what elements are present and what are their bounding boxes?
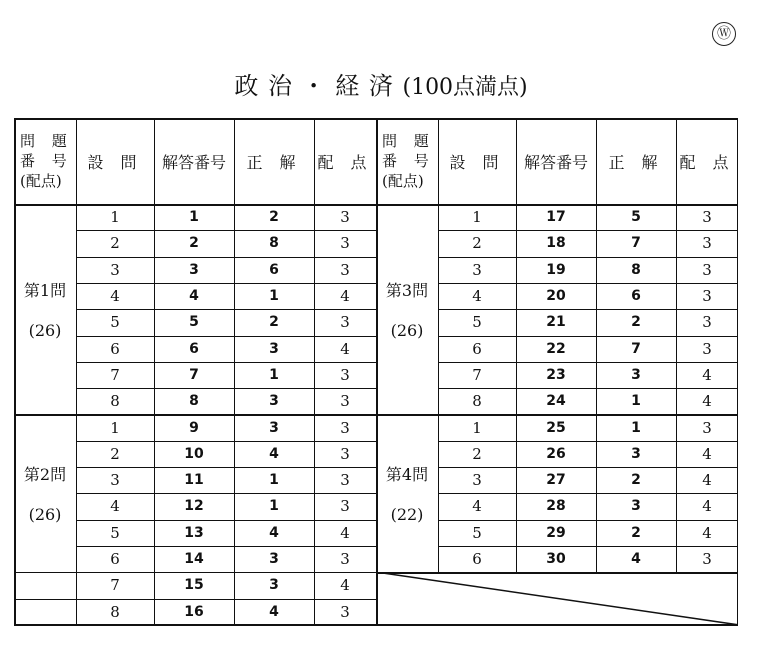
row-divider: [438, 362, 738, 363]
points-cell: 3: [340, 444, 350, 463]
row-divider: [76, 546, 376, 547]
answer-number-cell: 21: [546, 314, 566, 331]
title-main: 政 治 ・ 経 済: [234, 72, 394, 100]
correct-answer-cell: 3: [631, 498, 641, 515]
correct-answer-cell: 1: [631, 393, 641, 410]
row-divider: [76, 283, 376, 284]
points-cell: 3: [340, 602, 350, 621]
answer-number-cell: 23: [546, 366, 566, 383]
setsumon-cell: 1: [110, 418, 120, 437]
section-points: (26): [28, 321, 62, 341]
correct-answer-cell: 3: [269, 419, 279, 436]
answer-number-cell: 22: [546, 340, 566, 357]
row-divider: [76, 257, 376, 258]
answer-number-cell: 5: [189, 314, 199, 331]
setsumon-cell: 2: [472, 234, 482, 253]
answer-number-cell: 4: [189, 288, 199, 305]
correct-answer-cell: 3: [631, 445, 641, 462]
answer-number-cell: 27: [546, 472, 566, 489]
setsumon-cell: 7: [472, 365, 482, 384]
row-divider: [438, 467, 738, 468]
answer-number-cell: 3: [189, 261, 199, 278]
answer-number-cell: 30: [546, 551, 566, 568]
setsumon-cell: 2: [110, 444, 120, 463]
answer-number-cell: 20: [546, 288, 566, 305]
column-divider: [154, 118, 155, 625]
correct-answer-cell: 6: [631, 288, 641, 305]
header-question-number: [376, 118, 438, 204]
setsumon-cell: 1: [472, 418, 482, 437]
points-cell: 3: [340, 234, 350, 253]
correct-answer-cell: 2: [631, 524, 641, 541]
setsumon-cell: 7: [110, 365, 120, 384]
correct-answer-cell: 2: [269, 314, 279, 331]
answer-number-cell: 14: [184, 551, 204, 568]
points-cell: 3: [340, 392, 350, 411]
correct-answer-cell: 3: [269, 551, 279, 568]
correct-answer-cell: 3: [269, 577, 279, 594]
points-cell: 3: [340, 550, 350, 569]
setsumon-cell: 5: [472, 313, 482, 332]
correct-answer-cell: 3: [269, 393, 279, 410]
section-points: (26): [390, 321, 424, 341]
answer-number-cell: 7: [189, 366, 199, 383]
answer-number-cell: 29: [546, 524, 566, 541]
correct-answer-cell: 1: [269, 288, 279, 305]
correct-answer-cell: 2: [269, 209, 279, 226]
setsumon-cell: 7: [110, 576, 120, 595]
correct-answer-cell: 8: [631, 261, 641, 278]
row-divider: [76, 467, 376, 468]
section-name: 第4問: [385, 465, 429, 485]
answer-number-cell: 25: [546, 419, 566, 436]
row-divider: [438, 388, 738, 389]
header-setsumon: 設 問: [87, 152, 143, 172]
setsumon-cell: 4: [472, 497, 482, 516]
header-correct-answer: 正 解: [608, 152, 664, 172]
correct-answer-cell: 2: [631, 314, 641, 331]
answer-number-cell: 19: [546, 261, 566, 278]
row-divider: [438, 493, 738, 494]
answer-number-cell: 9: [189, 419, 199, 436]
section-name: 第1問: [23, 281, 67, 301]
correct-answer-cell: 4: [631, 551, 641, 568]
page-mark: Ⓦ: [712, 22, 736, 46]
row-divider: [438, 336, 738, 337]
points-cell: 3: [340, 418, 350, 437]
section-label: [14, 414, 76, 572]
points-cell: 4: [702, 444, 712, 463]
row-divider: [76, 309, 376, 310]
points-cell: 3: [702, 339, 712, 358]
setsumon-cell: 3: [110, 471, 120, 490]
half-divider: [376, 118, 378, 625]
row-divider: [438, 257, 738, 258]
row-divider: [76, 493, 376, 494]
page-title: [0, 66, 762, 102]
answer-number-cell: 17: [546, 209, 566, 226]
setsumon-cell: 6: [110, 550, 120, 569]
points-cell: 3: [340, 313, 350, 332]
setsumon-cell: 8: [472, 392, 482, 411]
points-cell: 3: [340, 260, 350, 279]
setsumon-cell: 4: [110, 497, 120, 516]
section-label: [376, 204, 438, 414]
points-cell: 3: [702, 313, 712, 332]
setsumon-cell: 5: [110, 523, 120, 542]
points-cell: 3: [702, 418, 712, 437]
answer-number-cell: 13: [184, 524, 204, 541]
column-divider: [234, 118, 235, 625]
column-divider: [438, 118, 439, 572]
points-cell: 3: [702, 260, 712, 279]
setsumon-cell: 3: [472, 260, 482, 279]
section-points: (22): [390, 505, 424, 525]
correct-answer-cell: 7: [631, 235, 641, 252]
correct-answer-cell: 1: [269, 472, 279, 489]
header-question-line: 問 題: [20, 132, 73, 150]
row-divider: [76, 441, 376, 442]
table-border-right: [737, 118, 739, 625]
header-points: 配 点: [679, 152, 735, 172]
setsumon-cell: 4: [472, 287, 482, 306]
points-cell: 4: [340, 576, 350, 595]
header-question-line: (配点): [20, 172, 62, 190]
points-cell: 4: [340, 523, 350, 542]
correct-answer-cell: 4: [269, 445, 279, 462]
column-divider: [596, 118, 597, 572]
answer-number-cell: 12: [184, 498, 204, 515]
column-divider: [314, 118, 315, 625]
answer-number-cell: 2: [189, 235, 199, 252]
setsumon-cell: 4: [110, 287, 120, 306]
answer-number-cell: 18: [546, 235, 566, 252]
answer-number-cell: 8: [189, 393, 199, 410]
diagonal-line: [376, 572, 738, 625]
column-divider: [516, 118, 517, 572]
correct-answer-cell: 3: [631, 366, 641, 383]
points-cell: 3: [340, 208, 350, 227]
answer-number-cell: 11: [184, 472, 204, 489]
table-border-left: [14, 118, 16, 625]
header-question-line: (配点): [382, 172, 424, 190]
row-divider: [76, 388, 376, 389]
answer-number-cell: 15: [184, 577, 204, 594]
setsumon-cell: 6: [472, 339, 482, 358]
points-cell: 4: [702, 471, 712, 490]
header-question-line: 番 号: [20, 152, 73, 170]
header-question-number: [14, 118, 76, 204]
correct-answer-cell: 1: [269, 366, 279, 383]
row-divider: [76, 230, 376, 231]
points-cell: 4: [702, 497, 712, 516]
setsumon-cell: 2: [110, 234, 120, 253]
answer-number-cell: 1: [189, 209, 199, 226]
points-cell: 3: [702, 208, 712, 227]
row-divider: [438, 520, 738, 521]
row-divider: [14, 599, 376, 600]
setsumon-cell: 8: [110, 602, 120, 621]
column-divider: [676, 118, 677, 572]
correct-answer-cell: 1: [269, 498, 279, 515]
points-cell: 3: [702, 234, 712, 253]
row-divider: [76, 520, 376, 521]
correct-answer-cell: 6: [269, 261, 279, 278]
points-cell: 3: [340, 471, 350, 490]
row-divider: [14, 572, 76, 573]
points-cell: 4: [340, 287, 350, 306]
row-divider: [438, 441, 738, 442]
points-cell: 3: [702, 550, 712, 569]
row-divider: [76, 362, 376, 363]
answer-number-cell: 26: [546, 445, 566, 462]
setsumon-cell: 5: [110, 313, 120, 332]
setsumon-cell: 6: [110, 339, 120, 358]
section-name: 第3問: [385, 281, 429, 301]
points-cell: 4: [340, 339, 350, 358]
header-setsumon: 設 問: [449, 152, 505, 172]
section-name: 第2問: [23, 465, 67, 485]
answer-number-cell: 10: [184, 445, 204, 462]
setsumon-cell: 1: [472, 208, 482, 227]
row-divider: [438, 230, 738, 231]
setsumon-cell: 1: [110, 208, 120, 227]
section-divider: [14, 414, 738, 416]
correct-answer-cell: 7: [631, 340, 641, 357]
answer-number-cell: 28: [546, 498, 566, 515]
points-cell: 3: [340, 497, 350, 516]
header-question-line: 問 題: [382, 132, 435, 150]
points-cell: 3: [340, 365, 350, 384]
header-question-line: 番 号: [382, 152, 435, 170]
row-divider: [438, 283, 738, 284]
setsumon-cell: 5: [472, 523, 482, 542]
header-points: 配 点: [317, 152, 373, 172]
answer-number-cell: 16: [184, 603, 204, 620]
setsumon-cell: 8: [110, 392, 120, 411]
answer-table: [14, 118, 738, 625]
row-divider: [76, 336, 376, 337]
correct-answer-cell: 4: [269, 524, 279, 541]
correct-answer-cell: 4: [269, 603, 279, 620]
header-answer-number: 解答番号: [161, 152, 226, 172]
column-divider: [76, 118, 77, 625]
setsumon-cell: 3: [472, 471, 482, 490]
setsumon-cell: 2: [472, 444, 482, 463]
header-correct-answer: 正 解: [246, 152, 302, 172]
points-cell: 3: [702, 287, 712, 306]
row-divider: [438, 309, 738, 310]
title-subtitle: (100点満点): [402, 75, 528, 100]
points-cell: 4: [702, 392, 712, 411]
correct-answer-cell: 8: [269, 235, 279, 252]
section-points: (26): [28, 505, 62, 525]
header-answer-number: 解答番号: [523, 152, 588, 172]
section-label: [376, 414, 438, 572]
setsumon-cell: 3: [110, 260, 120, 279]
answer-number-cell: 6: [189, 340, 199, 357]
row-divider: [438, 546, 738, 547]
section-label: [14, 204, 76, 414]
correct-answer-cell: 2: [631, 472, 641, 489]
correct-answer-cell: 3: [269, 340, 279, 357]
correct-answer-cell: 5: [631, 209, 641, 226]
points-cell: 4: [702, 365, 712, 384]
setsumon-cell: 6: [472, 550, 482, 569]
empty-region-diagonal: [376, 572, 738, 625]
correct-answer-cell: 1: [631, 419, 641, 436]
points-cell: 4: [702, 523, 712, 542]
answer-number-cell: 24: [546, 393, 566, 410]
